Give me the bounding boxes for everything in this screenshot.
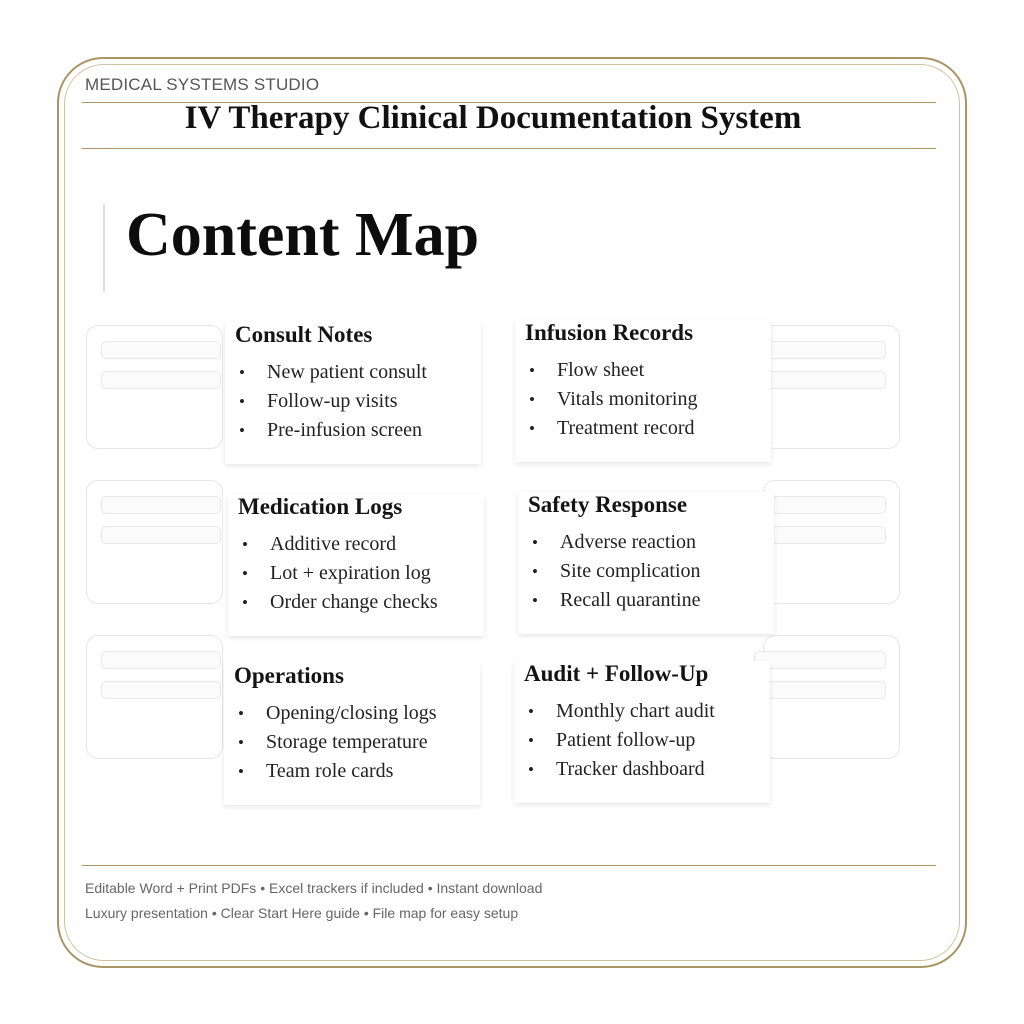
list-item: • Recall quarantine [518,586,701,615]
section-list [514,697,715,784]
list-item: • Site complication [518,557,701,586]
bullet-icon: • [529,419,535,438]
section-card-audit-follow-up [514,661,770,803]
bullet-icon: • [532,533,538,552]
section-list [515,356,697,443]
list-item: • Tracker dashboard [514,755,715,784]
header-divider-bottom [82,148,936,149]
list-item: • Treatment record [515,414,697,443]
list-item: • Team role cards [224,757,437,786]
section-list [228,530,438,617]
section-card-consult-notes [225,322,481,464]
list-item: • Follow-up visits [225,387,427,416]
list-item: • Order change checks [228,588,438,617]
placeholder-panel [86,480,223,604]
section-heading: Medication Logs [238,494,403,519]
bullet-icon: • [532,562,538,581]
section-heading: Consult Notes [235,322,373,347]
document-title: IV Therapy Clinical Documentation System [184,100,802,136]
placeholder-panel [86,325,223,449]
list-item: • Lot + expiration log [228,559,438,588]
section-heading: Infusion Records [525,320,694,345]
section-list [518,528,701,615]
list-item: • Patient follow-up [514,726,715,755]
bullet-icon: • [238,733,244,752]
list-item: • Monthly chart audit [514,697,715,726]
bullet-icon: • [529,361,535,380]
section-list [225,358,427,445]
bullet-icon: • [239,421,245,440]
bullet-icon: • [242,564,248,583]
list-item: • Pre-infusion screen [225,416,427,445]
section-card-operations [224,663,480,805]
list-item: • Additive record [228,530,438,559]
section-card-safety-response [518,492,774,634]
bullet-icon: • [239,392,245,411]
list-item: • Vitals monitoring [515,385,697,414]
bullet-icon: • [238,762,244,781]
footer-features-line-1: Editable Word + Print PDFs • Excel trackers if included • Instant download [85,880,543,896]
section-card-medication-logs [228,494,484,636]
placeholder-panel [763,635,900,759]
bullet-icon: • [528,702,534,721]
placeholder-panel [86,635,223,759]
bullet-icon: • [242,593,248,612]
list-item: • New patient consult [225,358,427,387]
section-heading: Safety Response [528,492,688,517]
list-item: • Storage temperature [224,728,437,757]
section-card-infusion-records [515,320,771,462]
list-item: • Opening/closing logs [224,699,437,728]
content-map-title: Content Map [126,201,480,269]
list-item: • Flow sheet [515,356,697,385]
bullet-icon: • [528,760,534,779]
section-heading: Operations [234,663,344,688]
brand-label: MEDICAL SYSTEMS STUDIO [85,75,320,94]
list-item: • Adverse reaction [518,528,701,557]
bullet-icon: • [239,363,245,382]
section-list [224,699,437,786]
footer-features-line-2: Luxury presentation • Clear Start Here guide • File map for easy setup [85,905,519,921]
placeholder-panel [763,325,900,449]
bullet-icon: • [238,704,244,723]
bullet-icon: • [242,535,248,554]
bullet-icon: • [532,591,538,610]
bullet-icon: • [528,731,534,750]
title-accent-bar [103,204,105,292]
bullet-icon: • [529,390,535,409]
section-heading: Audit + Follow-Up [524,661,709,686]
footer-divider [82,865,936,866]
placeholder-panel [763,480,900,604]
